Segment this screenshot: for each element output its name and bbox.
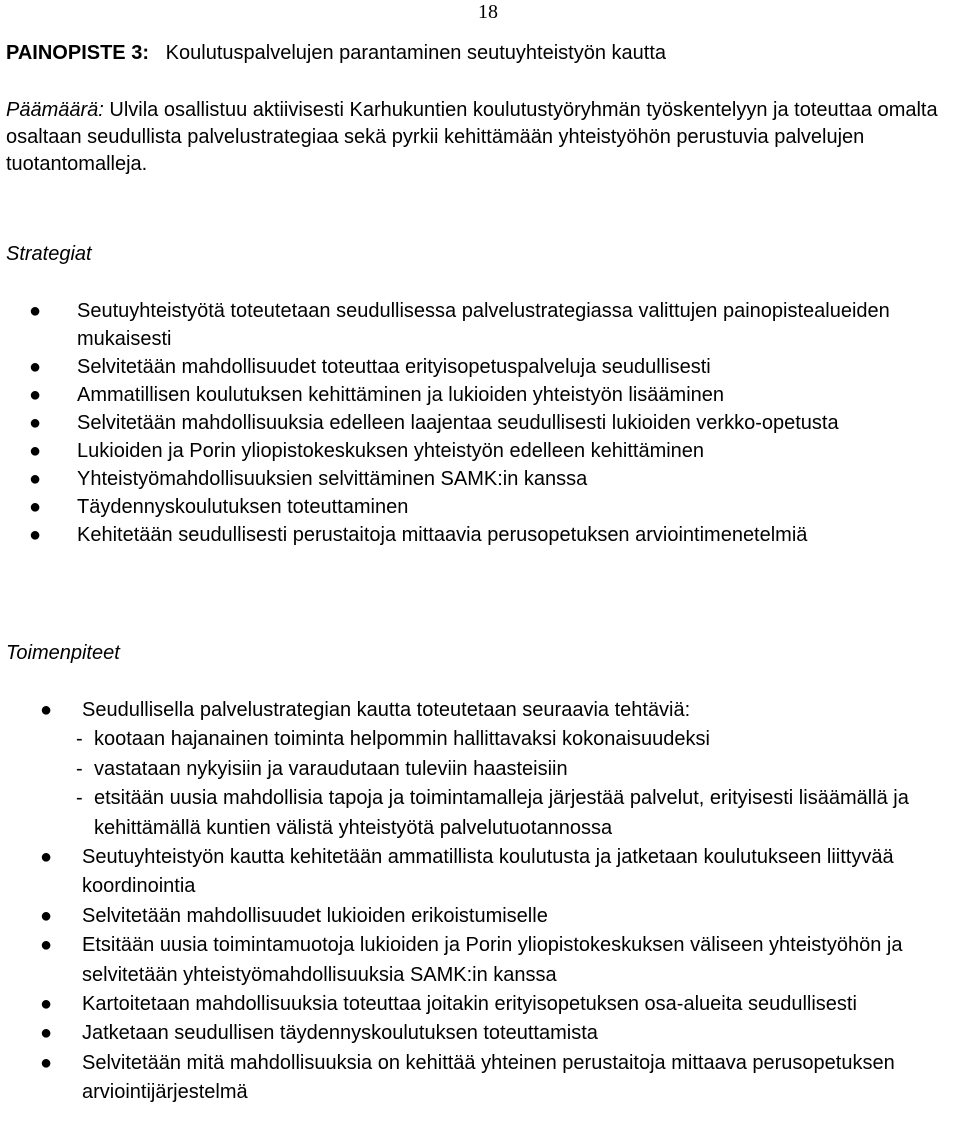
strategy-item — [29, 381, 957, 409]
measure-item — [40, 902, 957, 931]
section-heading — [6, 40, 666, 66]
strategy-item — [29, 493, 957, 521]
strategy-item — [29, 353, 957, 381]
dash-icon: - — [76, 757, 83, 780]
measure-item — [40, 843, 957, 902]
goal-text: Ulvila osallistuu aktiivisesti Karhukuntien koulutustyöryhmän työskentelyyn ja toteuttaa omalta osaltaan seudullista palvelustrategiaa sekä pyrkii kehittämään yhteistyöhön perustuvia palvelujen tuotantomalleja. — [6, 99, 938, 175]
strategy-item — [29, 409, 957, 437]
measure-subitem-text: vastataan nykyisiin ja varaudutaan tuleviin haasteisiin — [94, 757, 568, 780]
strategies-title: Strategiat — [6, 243, 92, 265]
strategy-text: Täydennyskoulutuksen toteuttaminen — [77, 496, 409, 518]
heading-label: PAINOPISTE 3: — [6, 42, 149, 64]
bullet-icon: ● — [40, 904, 53, 927]
bullet-icon: ● — [40, 1022, 53, 1045]
goal-paragraph — [6, 97, 956, 178]
bullet-icon: ● — [29, 300, 42, 322]
bullet-icon: ● — [29, 524, 42, 546]
measure-subitem-text: etsitään uusia mahdollisia tapoja ja toimintamalleja järjestää palvelut, erityisesti lisäämällä ja kehittämällä kuntien välistä yhteistyötä palvelutuotannossa — [94, 787, 909, 839]
strategies-list — [29, 297, 957, 549]
strategy-text: Lukioiden ja Porin yliopistokeskuksen yhteistyön edelleen kehittäminen — [77, 440, 705, 462]
heading-text: Koulutuspalvelujen parantaminen seutuyhteistyön kautta — [165, 42, 667, 64]
page-number: 18 — [478, 1, 498, 23]
measure-subitem — [76, 725, 957, 754]
measure-text: Selvitetään mitä mahdollisuuksia on kehittää yhteinen perustaitoja mittaava perusopetuksen arviointijärjestelmä — [82, 1051, 895, 1104]
measure-item — [40, 696, 957, 843]
bullet-icon: ● — [40, 993, 53, 1016]
measure-subitem — [76, 784, 957, 843]
measure-text: Jatketaan seudullisen täydennyskoulutuksen toteuttamista — [82, 1022, 598, 1045]
bullet-icon: ● — [40, 699, 53, 721]
measure-subitem-text: kootaan hajanainen toiminta helpommin hallittavaksi kokonaisuudeksi — [94, 728, 710, 751]
measures-list — [40, 696, 957, 1108]
strategy-item — [29, 437, 957, 465]
strategy-item — [29, 465, 957, 493]
strategy-text: Selvitetään mahdollisuudet toteuttaa erityisopetuspalveluja seudullisesti — [77, 356, 711, 378]
measure-text: Selvitetään mahdollisuudet lukioiden erikoistumiselle — [82, 904, 548, 927]
bullet-icon: ● — [29, 356, 42, 378]
measure-text: Etsitään uusia toimintamuotoja lukioiden ja Porin yliopistokeskuksen väliseen yhteistyöhön ja selvitetään yhteistyömahdollisuuksia SAMK:in kanssa — [82, 934, 903, 986]
strategy-text: Ammatillisen koulutuksen kehittäminen ja lukioiden yhteistyön lisääminen — [77, 384, 725, 406]
measure-item — [40, 931, 957, 990]
bullet-icon: ● — [29, 440, 42, 462]
bullet-icon: ● — [29, 468, 42, 490]
bullet-icon: ● — [29, 412, 42, 434]
measures-title: Toimenpiteet — [6, 642, 120, 664]
strategy-text: Selvitetään mahdollisuuksia edelleen laajentaa seudullisesti lukioiden verkko-opetusta — [77, 412, 839, 434]
strategy-item — [29, 297, 957, 353]
strategy-text: Seutuyhteistyötä toteutetaan seudullisessa palvelustrategiassa valittujen painopistealueiden mukaisesti — [77, 300, 890, 350]
dash-icon: - — [76, 787, 83, 810]
measure-item — [40, 1049, 957, 1108]
measure-text: Kartoitetaan mahdollisuuksia toteuttaa joitakin erityisopetuksen osa-alueita seudullisesti — [82, 993, 857, 1016]
bullet-icon: ● — [40, 1051, 53, 1074]
strategy-text: Kehitetään seudullisesti perustaitoja mittaavia perusopetuksen arviointimenetelmiä — [77, 524, 808, 546]
measure-text: Seutuyhteistyön kautta kehitetään ammatillista koulutusta ja jatketaan koulutukseen liittyvää koordinointia — [82, 846, 894, 898]
goal-label: Päämäärä: — [6, 99, 104, 121]
strategy-text: Yhteistyömahdollisuuksien selvittäminen SAMK:in kanssa — [77, 468, 588, 490]
bullet-icon: ● — [40, 846, 53, 869]
bullet-icon: ● — [29, 496, 42, 518]
bullet-icon: ● — [29, 384, 42, 406]
measure-item — [40, 990, 957, 1019]
measure-subitem — [76, 755, 957, 784]
measure-text: Seudullisella palvelustrategian kautta toteutetaan seuraavia tehtäviä: — [82, 699, 691, 721]
measure-item — [40, 1019, 957, 1048]
bullet-icon: ● — [40, 934, 53, 957]
strategy-item — [29, 521, 957, 549]
dash-icon: - — [76, 728, 83, 751]
